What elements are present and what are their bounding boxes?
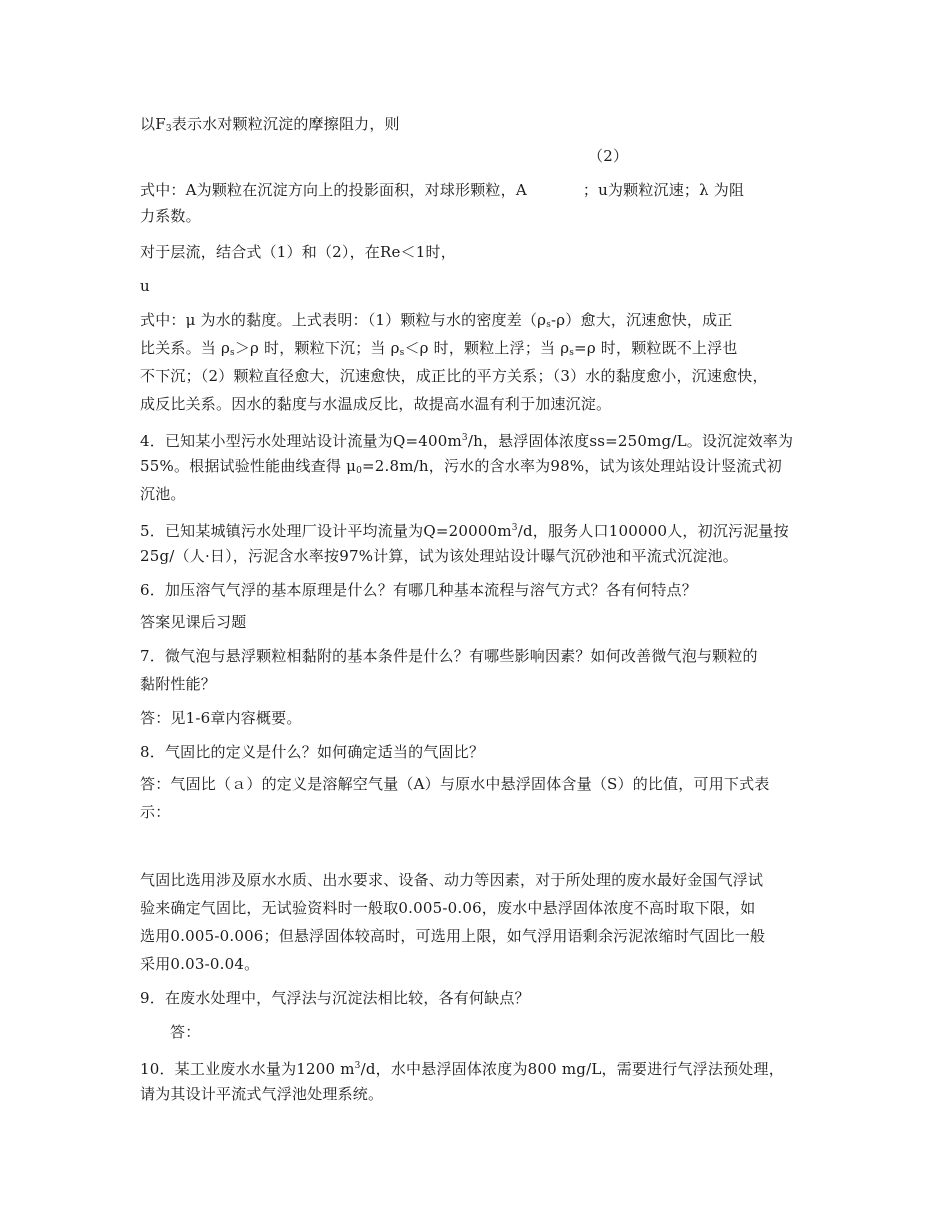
answer-9: 答：	[170, 1023, 201, 1041]
answer-6: 答案见课后习题	[140, 613, 247, 631]
question-8: 8．气固比的定义是什么？如何确定适当的气固比？	[140, 743, 485, 761]
question-7: 7．微气泡与悬浮颗粒相黏附的基本条件是什么？有哪些影响因素？如何改善微气泡与颗粒的	[140, 647, 758, 665]
text-line: 以$F_3$表示水对颗粒沉淀的摩擦阻力，则	[140, 115, 400, 134]
text-line: 验来确定气固比，无试验资料时一般取0.005-0.06，废水中悬浮固体浓度不高时取下限，如	[140, 899, 756, 917]
text-line: 25g/（人·日），污泥含水率按97%计算，试为该处理站设计曝气沉砂池和平流式沉淀池。	[140, 547, 738, 565]
text-line: 式中：μ 为水的黏度。上式表明：（1）颗粒与水的密度差$(\rho_s-\rho)$愈大，沉速愈快，成正	[140, 311, 733, 330]
text-line: 气固比选用涉及原水水质、出水要求、设备、动力等因素，对于所处理的废水最好金国气浮试	[140, 871, 764, 889]
text-line: 请为其设计平流式气浮池处理系统。	[140, 1085, 384, 1103]
answer-8: 答：气固比（ａ）的定义是溶解空气量（A）与原水中悬浮固体含量（S）的比值，可用下式表	[140, 775, 770, 793]
question-4: 4．已知某小型污水处理站设计流量为$Q=400m^3/h$，悬浮固体浓度ss=250mg/L。设沉淀效率为	[140, 432, 794, 450]
text-line: 式中：A为颗粒在沉淀方向上的投影面积，对球形颗粒，A ；u为颗粒沉速；λ 为阻	[140, 181, 745, 199]
text-line: 55%。根据试验性能曲线查得 $\mu_0=2.8m/h$，污水的含水率为98%，试为该处理站设计竖流式初	[140, 457, 782, 476]
question-5: 5．已知某城镇污水处理厂设计平均流量为$Q=20000m^3/d$，服务人口100000人，初沉污泥量按	[140, 522, 789, 540]
question-6: 6．加压溶气气浮的基本原理是什么？有哪几种基本流程与溶气方式？各有何特点？	[140, 581, 697, 599]
text-line: 成反比关系。因水的黏度与水温成反比，故提高水温有利于加速沉淀。	[140, 395, 612, 413]
text-line: 选用0.005-0.006；但悬浮固体较高时，可选用上限，如气浮用语剩余污泥浓缩时气固比一般	[140, 927, 766, 945]
text-line: 力系数。	[140, 207, 201, 225]
question-10: 10．某工业废水水量为1200 $m^3/d$，水中悬浮固体浓度为800 mg/L，需要进行气浮法预处理，	[140, 1060, 784, 1078]
text-line: 沉池。	[140, 485, 186, 503]
text-line: 黏附性能？	[140, 675, 217, 693]
text-line: 示：	[140, 803, 171, 821]
answer-7: 答：见1-6章内容概要。	[140, 709, 302, 727]
text-line: u	[140, 277, 150, 295]
question-9: 9．在废水处理中，气浮法与沉淀法相比较，各有何缺点？	[140, 989, 530, 1007]
text-line: 不下沉；（2）颗粒直径愈大，沉速愈快，成正比的平方关系；（3）水的黏度愈小，沉速愈快，	[140, 367, 768, 385]
text-line: 对于层流，结合式（1）和（2），在Re＜1时，	[140, 243, 456, 261]
text-line: 采用0.03-0.04。	[140, 955, 260, 973]
text-line: 比关系。当 $\rho_s>\rho$ 时，颗粒下沉；当 $\rho_s<\rho$ 时，颗粒上浮；当 $\rho_s=\rho$ 时，颗粒既不上浮也	[140, 339, 738, 358]
equation-number: （2）	[588, 147, 629, 165]
